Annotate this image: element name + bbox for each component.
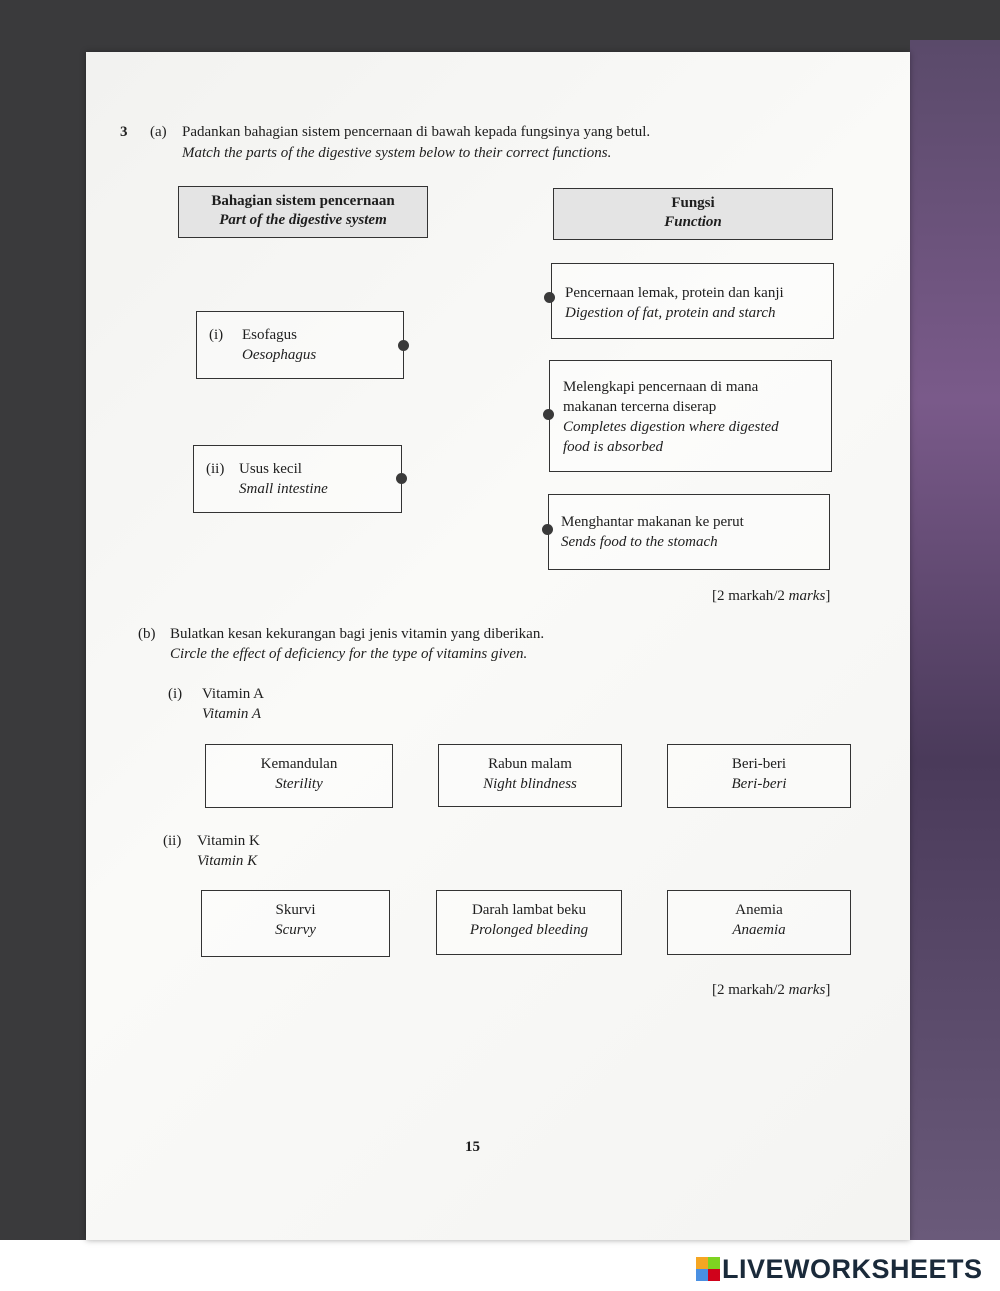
option-text-en: Prolonged bleeding	[469, 922, 589, 938]
right-header-ms: Fungsi	[671, 195, 715, 211]
part-num: (i)	[209, 327, 224, 343]
part-a-label: (a)	[150, 124, 167, 140]
logo-square	[696, 1269, 708, 1281]
part-name-en: Oesophagus	[242, 347, 317, 363]
option-text-ms: Beri-beri	[731, 756, 787, 772]
option-night-blindness[interactable]	[438, 744, 622, 807]
marks-prefix: [2 markah/2	[712, 588, 789, 604]
option-text-en: Sterility	[275, 776, 323, 792]
right-header-en: Function	[664, 214, 722, 230]
option-text-ms: Darah lambat beku	[471, 902, 587, 918]
left-header-ms: Bahagian sistem pencernaan	[211, 193, 395, 209]
marks-suffix: ]	[825, 982, 831, 998]
vitamin-a-num: (i)	[168, 686, 183, 702]
part-b-marks	[712, 981, 830, 1000]
marks-prefix: [2 markah/2	[712, 982, 789, 998]
function-box-digestion	[551, 263, 834, 339]
part-b-instruction-en: Circle the effect of deficiency for the type of vitamins given.	[170, 646, 528, 662]
part-name-ms: Usus kecil	[239, 461, 302, 477]
part-a-instruction-ms: Padankan bahagian sistem pencernaan di bawah kepada fungsinya yang betul.	[182, 124, 651, 140]
part-name-ms: Esofagus	[242, 327, 297, 343]
option-text-en: Scurvy	[275, 922, 316, 938]
part-a-marks	[712, 587, 830, 606]
match-dot-function-absorption[interactable]	[543, 409, 554, 420]
match-dot-function-digestion[interactable]	[544, 292, 555, 303]
match-dot-function-sends-food[interactable]	[542, 524, 553, 535]
vitamin-a-en: Vitamin A	[202, 706, 262, 722]
function-text-ms: Menghantar makanan ke perut	[561, 514, 744, 530]
match-dot-oesophagus[interactable]	[398, 340, 409, 351]
worksheet-page	[86, 52, 910, 1240]
option-sterility[interactable]	[205, 744, 393, 808]
photo-edge	[910, 40, 1000, 1240]
vitamin-k-ms: Vitamin K	[197, 833, 260, 849]
function-text-ms: Pencernaan lemak, protein dan kanji	[565, 285, 784, 301]
option-prolonged-bleeding[interactable]	[436, 890, 622, 955]
vitamin-k-en: Vitamin K	[197, 853, 258, 869]
option-beri-beri[interactable]	[667, 744, 851, 808]
function-text-ms-line2: makanan tercerna diserap	[563, 399, 717, 415]
option-text-en: Anaemia	[732, 922, 786, 938]
logo-square	[708, 1269, 720, 1281]
logo-square	[708, 1257, 720, 1269]
vitamin-k-num: (ii)	[163, 833, 182, 849]
option-anaemia[interactable]	[667, 890, 851, 955]
marks-italic: marks	[788, 588, 826, 604]
option-text-ms: Kemandulan	[260, 756, 338, 772]
part-b-label: (b)	[138, 626, 156, 642]
option-scurvy[interactable]	[201, 890, 390, 957]
part-box-oesophagus	[196, 311, 404, 379]
part-num: (ii)	[206, 461, 225, 477]
function-text-en: Sends food to the stomach	[561, 534, 718, 550]
part-a-instruction-en: Match the parts of the digestive system below to their correct functions.	[182, 145, 612, 161]
part-b-instruction-ms: Bulatkan kesan kekurangan bagi jenis vitamin yang diberikan.	[170, 626, 545, 642]
left-header-en: Part of the digestive system	[219, 212, 387, 228]
brand-name: LIVEWORKSHEETS	[722, 1253, 983, 1284]
left-column-header	[178, 186, 428, 238]
function-box-absorption	[549, 360, 832, 472]
vitamin-a-ms: Vitamin A	[202, 686, 265, 702]
marks-italic: marks	[788, 982, 826, 998]
part-name-en: Small intestine	[239, 481, 328, 497]
match-dot-small-intestine[interactable]	[396, 473, 407, 484]
function-text-ms-line1: Melengkapi pencernaan di mana	[563, 379, 759, 395]
function-text-en-line2: food is absorbed	[563, 439, 664, 455]
option-text-ms: Rabun malam	[488, 756, 572, 772]
logo-square	[696, 1257, 708, 1269]
marks-suffix: ]	[825, 588, 831, 604]
liveworksheets-brand	[696, 1254, 983, 1284]
liveworksheets-logo-icon	[696, 1257, 720, 1281]
right-column-header	[553, 188, 833, 240]
page-number: 15	[465, 1139, 480, 1155]
option-text-en: Beri-beri	[731, 776, 787, 792]
question-number: 3	[120, 124, 128, 140]
function-text-en: Digestion of fat, protein and starch	[565, 305, 776, 321]
function-box-sends-food	[548, 494, 830, 570]
option-text-ms: Anemia	[735, 902, 783, 918]
function-text-en-line1: Completes digestion where digested	[563, 419, 779, 435]
option-text-ms: Skurvi	[275, 902, 316, 918]
option-text-en: Night blindness	[483, 776, 577, 792]
part-box-small-intestine	[193, 445, 402, 513]
